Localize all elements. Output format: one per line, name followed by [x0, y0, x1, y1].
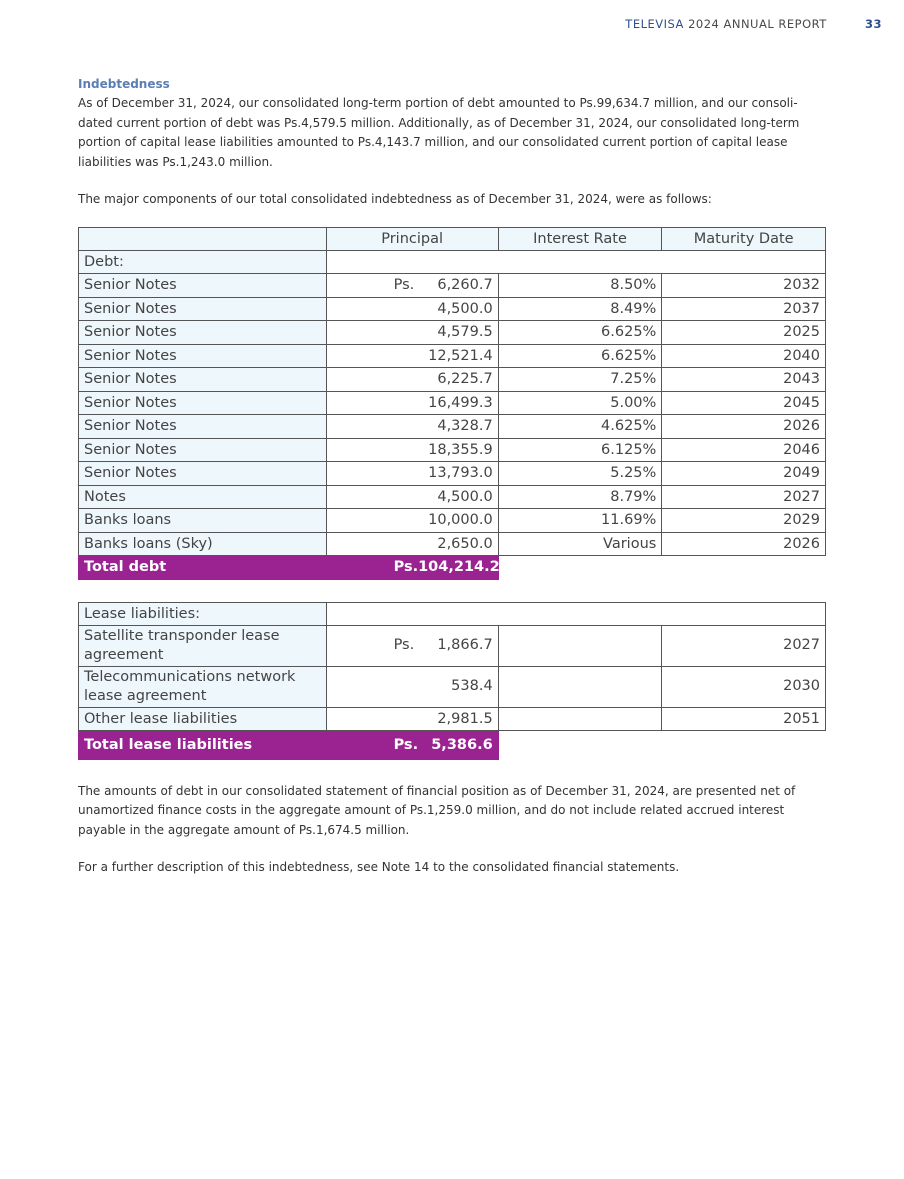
total-debt-label: Total debt — [79, 556, 327, 580]
debt-row-principal — [326, 391, 498, 415]
debt-row-rate: 5.00% — [498, 391, 662, 415]
total-debt-row — [79, 556, 826, 580]
principal-value: 18,355.9 — [428, 441, 493, 458]
debt-table — [78, 227, 826, 580]
main-content — [78, 76, 826, 878]
debt-row-maturity: 2026 — [662, 415, 826, 439]
principal-value: 1,866.7 — [437, 637, 493, 653]
lease-row-principal — [326, 666, 498, 707]
debt-row-label: Banks loans — [79, 509, 327, 533]
header-maturity-date: Maturity Date — [662, 227, 826, 250]
report-title: 2024 ANNUAL REPORT — [688, 17, 827, 31]
debt-row-principal — [326, 344, 498, 368]
lease-row-maturity: 2027 — [662, 625, 826, 666]
total-lease-amount: 5,386.6 — [431, 736, 493, 753]
debt-row-maturity: 2043 — [662, 368, 826, 392]
debt-row-maturity: 2045 — [662, 391, 826, 415]
lease-row-label: Satellite transponder lease agreement — [79, 625, 327, 666]
debt-row-maturity: 2049 — [662, 462, 826, 486]
principal-value: 4,500.0 — [437, 300, 493, 317]
debt-row-rate: 6.625% — [498, 344, 662, 368]
debt-row — [79, 344, 826, 368]
debt-row-maturity: 2032 — [662, 274, 826, 298]
lease-row-maturity: 2051 — [662, 707, 826, 730]
debt-row-maturity: 2025 — [662, 321, 826, 345]
debt-row-rate: Various — [498, 532, 662, 556]
principal-value: 13,793.0 — [428, 465, 493, 482]
lease-row — [79, 625, 826, 666]
debt-row-maturity: 2029 — [662, 509, 826, 533]
debt-row — [79, 391, 826, 415]
header-blank — [79, 227, 327, 250]
finance-costs-note: The amounts of debt in our consolidated statement of financial position as of December 31, 2024, are presented net of unamortized finance costs in the aggregate amount of Ps.1,259.0 million, and do not include related accrued interest payable in the aggregate amount of Ps.1,674.5 million. — [78, 783, 796, 837]
debt-row — [79, 485, 826, 509]
debt-row-principal — [326, 462, 498, 486]
further-description-note: For a further description of this indebtedness, see Note 14 to the consolidated financial statements. — [78, 860, 680, 874]
principal-value: 12,521.4 — [428, 347, 493, 364]
lease-section-label: Lease liabilities: — [79, 602, 327, 625]
debt-section-label: Debt: — [79, 250, 327, 274]
debt-section-blank — [326, 250, 825, 274]
debt-row — [79, 415, 826, 439]
debt-row-label: Senior Notes — [79, 462, 327, 486]
debt-row — [79, 297, 826, 321]
lease-section-blank — [326, 602, 825, 625]
lease-row-principal — [326, 625, 498, 666]
lease-row-label: Other lease liabilities — [79, 707, 327, 730]
currency-symbol: Ps. — [393, 559, 419, 576]
debt-row-rate: 6.625% — [498, 321, 662, 345]
page-header — [625, 17, 882, 31]
empty-cell — [498, 556, 825, 580]
debt-row-maturity: 2037 — [662, 297, 826, 321]
debt-row-rate: 7.25% — [498, 368, 662, 392]
debt-row-label: Senior Notes — [79, 321, 327, 345]
lease-row — [79, 666, 826, 707]
empty-cell — [498, 730, 825, 759]
principal-value: 2,981.5 — [437, 710, 493, 727]
header-interest-rate: Interest Rate — [498, 227, 662, 250]
principal-value: 6,225.7 — [437, 371, 493, 388]
currency-symbol: Ps. — [393, 637, 415, 653]
principal-value: 6,260.7 — [437, 277, 493, 294]
debt-row-rate: 8.79% — [498, 485, 662, 509]
lease-row-principal — [326, 707, 498, 730]
principal-value: 4,500.0 — [437, 488, 493, 505]
debt-row-rate: 8.49% — [498, 297, 662, 321]
debt-row-label: Senior Notes — [79, 415, 327, 439]
lease-table — [78, 602, 826, 760]
debt-row-principal — [326, 368, 498, 392]
debt-row-label: Banks loans (Sky) — [79, 532, 327, 556]
page-number: 33 — [864, 17, 882, 31]
debt-row-principal — [326, 509, 498, 533]
lease-row-maturity: 2030 — [662, 666, 826, 707]
lead-paragraph: The major components of our total consolidated indebtedness as of December 31, 2024, were as follows: — [78, 192, 712, 206]
debt-row-principal — [326, 297, 498, 321]
debt-table-header — [79, 227, 826, 250]
debt-row — [79, 532, 826, 556]
intro-paragraph: As of December 31, 2024, our consolidated long-term portion of debt amounted to Ps.99,634.7 million, and our consoli-dated current portion of debt was Ps.4,579.5 million. Additionally, as of December 31, 2024, our consolidated long-term portion of capital lease liabilities amounted to Ps.4,143.7 million, and our consolidated current portion of capital lease liabilities was Ps.1,243.0 million. — [78, 96, 800, 169]
lease-row-rate-blank — [498, 625, 662, 666]
debt-row-rate: 5.25% — [498, 462, 662, 486]
debt-row-maturity: 2040 — [662, 344, 826, 368]
total-lease-value — [326, 730, 498, 759]
debt-row-label: Senior Notes — [79, 274, 327, 298]
debt-row-rate: 6.125% — [498, 438, 662, 462]
debt-row — [79, 509, 826, 533]
currency-symbol: Ps. — [393, 736, 419, 753]
debt-row-maturity: 2027 — [662, 485, 826, 509]
header-principal: Principal — [326, 227, 498, 250]
principal-value: 2,650.0 — [437, 535, 493, 552]
debt-row — [79, 462, 826, 486]
total-lease-row — [79, 730, 826, 759]
debt-row — [79, 321, 826, 345]
section-title: Indebtedness — [78, 77, 170, 91]
total-debt-value — [326, 556, 498, 580]
debt-row-label: Senior Notes — [79, 344, 327, 368]
principal-value: 4,579.5 — [437, 324, 493, 341]
debt-row — [79, 274, 826, 298]
debt-row-rate: 4.625% — [498, 415, 662, 439]
debt-row-label: Senior Notes — [79, 297, 327, 321]
debt-row-principal — [326, 415, 498, 439]
debt-row-principal — [326, 485, 498, 509]
debt-row-principal — [326, 438, 498, 462]
debt-row — [79, 438, 826, 462]
lease-row-label: Telecommunications network lease agreement — [79, 666, 327, 707]
debt-row-rate: 8.50% — [498, 274, 662, 298]
debt-row-label: Senior Notes — [79, 368, 327, 392]
debt-row-principal — [326, 532, 498, 556]
debt-row-maturity: 2046 — [662, 438, 826, 462]
principal-value: 4,328.7 — [437, 418, 493, 435]
debt-row-principal — [326, 274, 498, 298]
lease-row-rate-blank — [498, 666, 662, 707]
brand-name: TELEVISA — [625, 17, 684, 31]
lease-row — [79, 707, 826, 730]
debt-row-maturity: 2026 — [662, 532, 826, 556]
principal-value: 16,499.3 — [428, 394, 493, 411]
debt-row-principal — [326, 321, 498, 345]
debt-row-label: Senior Notes — [79, 391, 327, 415]
currency-symbol: Ps. — [393, 277, 415, 294]
total-lease-label: Total lease liabilities — [79, 730, 327, 759]
total-debt-amount: 104,214.2 — [418, 559, 500, 576]
principal-value: 538.4 — [451, 678, 493, 694]
principal-value: 10,000.0 — [428, 512, 493, 529]
debt-row — [79, 368, 826, 392]
debt-row-rate: 11.69% — [498, 509, 662, 533]
debt-row-label: Senior Notes — [79, 438, 327, 462]
debt-section-row — [79, 250, 826, 274]
lease-section-row — [79, 602, 826, 625]
lease-row-rate-blank — [498, 707, 662, 730]
debt-row-label: Notes — [79, 485, 327, 509]
